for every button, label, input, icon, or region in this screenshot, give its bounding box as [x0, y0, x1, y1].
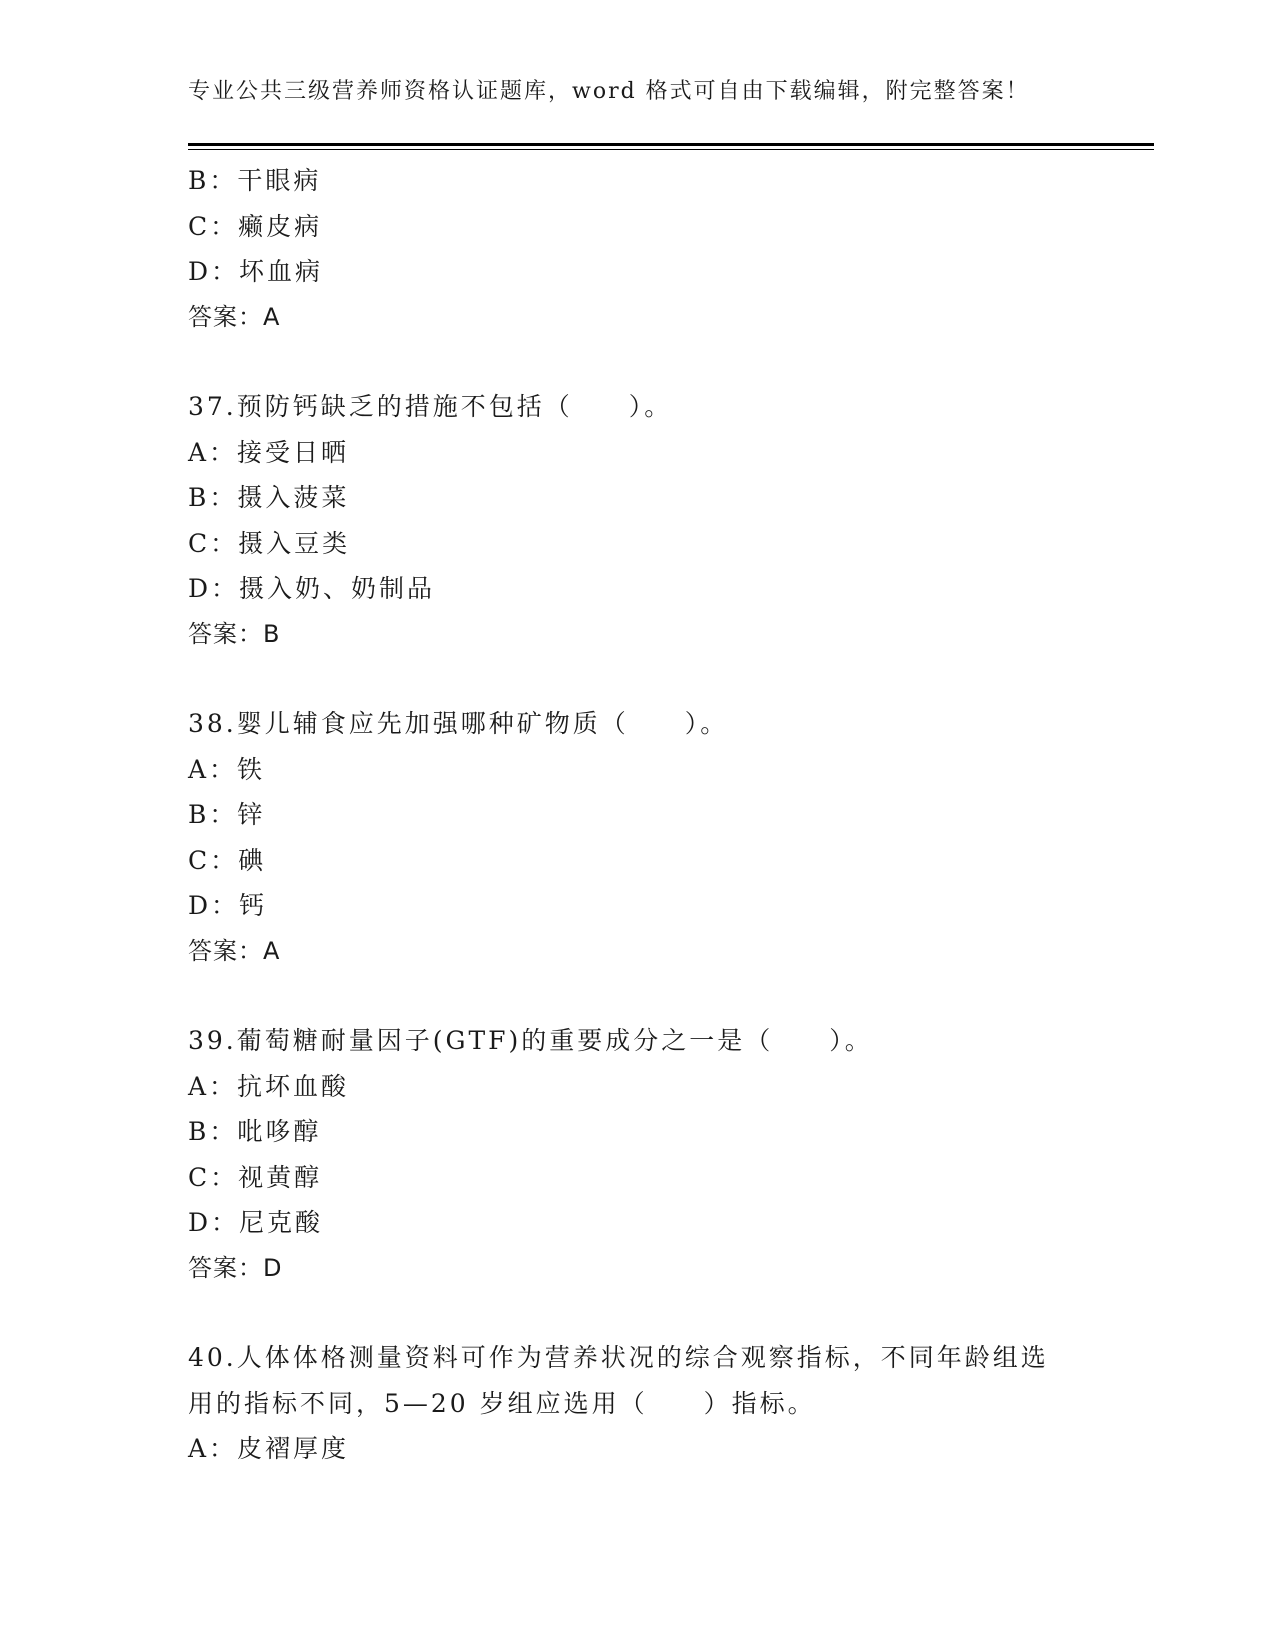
question-40 [188, 1335, 1088, 1472]
question-39 [188, 1018, 1088, 1291]
question-38 [188, 701, 1088, 974]
question-36-tail [188, 158, 1088, 340]
option-b: B：摄入菠菜 [188, 483, 350, 512]
question-stem-line-1: 40.人体体格测量资料可作为营养状况的综合观察指标，不同年龄组选 [188, 1343, 1049, 1372]
option-c: C：癞皮病 [188, 211, 323, 241]
option-a: A：铁 [188, 754, 266, 784]
header-rule-thin [188, 149, 1154, 150]
option-d: D：坏血病 [188, 257, 324, 286]
header-rule-thick [188, 143, 1154, 146]
option-b: B：干眼病 [188, 166, 322, 195]
option-b: B：锌 [188, 800, 266, 829]
question-37 [188, 384, 1088, 657]
option-d: D：钙 [188, 891, 268, 920]
option-c: C：碘 [188, 845, 267, 875]
option-c: C：视黄醇 [188, 1162, 323, 1192]
question-stem: 39.葡萄糖耐量因子(GTF)的重要成分之一是（ ）。 [188, 1026, 873, 1055]
question-stem: 37.预防钙缺乏的措施不包括（ ）。 [188, 392, 673, 421]
option-a: A：皮褶厚度 [188, 1434, 350, 1463]
option-b: B：吡哆醇 [188, 1117, 322, 1146]
question-stem: 38.婴儿辅食应先加强哪种矿物质（ ）。 [188, 709, 729, 738]
answer-line: 答案：D [188, 1253, 283, 1282]
option-a: A：抗坏血酸 [188, 1071, 350, 1101]
option-d: D：尼克酸 [188, 1208, 324, 1237]
answer-line: 答案：A [188, 302, 281, 331]
option-d: D：摄入奶、奶制品 [188, 574, 436, 603]
question-content [188, 158, 1088, 1472]
page-header: 专业公共三级营养师资格认证题库，word 格式可自由下载编辑，附完整答案！ [188, 79, 1030, 104]
answer-line: 答案：A [188, 936, 281, 965]
question-stem-line-2: 用的指标不同，5—20 岁组应选用（ ）指标。 [188, 1388, 816, 1418]
answer-line: 答案：B [188, 619, 281, 648]
option-a: A：接受日晒 [188, 437, 350, 467]
option-c: C：摄入豆类 [188, 528, 351, 558]
